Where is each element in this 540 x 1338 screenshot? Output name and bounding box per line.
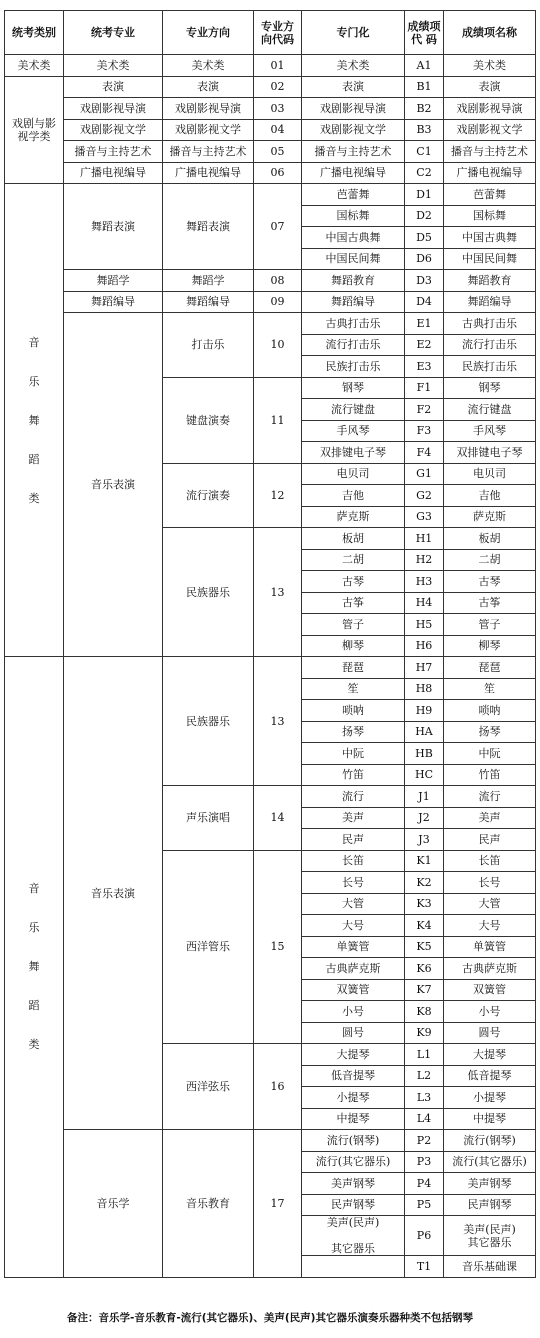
direction-code-cell: 12 xyxy=(254,463,302,528)
specialization-cell: 播音与主持艺术 xyxy=(302,141,405,163)
score-code-cell: HC xyxy=(405,764,444,786)
direction-code-cell: 01 xyxy=(254,55,302,77)
specialization-cell: 民声 xyxy=(302,829,405,851)
score-code-cell: C1 xyxy=(405,141,444,163)
footnote: 备注：音乐学-音乐教育-流行(其它器乐)、美声(民声)其它器乐演奏乐器种类不包括钢琴 xyxy=(67,1312,473,1324)
score-name-cell: 古典打击乐 xyxy=(444,313,536,335)
score-name-cell: 单簧管 xyxy=(444,936,536,958)
score-name-cell: 音乐基础课 xyxy=(444,1256,536,1278)
specialization-cell: 流行打击乐 xyxy=(302,334,405,356)
specialization-cell: 戏剧影视导演 xyxy=(302,98,405,120)
score-code-cell: A1 xyxy=(405,55,444,77)
score-code-cell: K4 xyxy=(405,915,444,937)
specialization-cell: 扬琴 xyxy=(302,721,405,743)
category-cell: 音 乐 舞 蹈 类 xyxy=(5,184,64,657)
major-cell: 舞蹈表演 xyxy=(64,184,163,270)
specialization-cell: 中提琴 xyxy=(302,1108,405,1130)
score-code-cell: H2 xyxy=(405,549,444,571)
specialization-cell: 唢呐 xyxy=(302,700,405,722)
score-code-cell: D6 xyxy=(405,248,444,270)
score-code-cell: E1 xyxy=(405,313,444,335)
score-code-cell: B2 xyxy=(405,98,444,120)
score-name-cell: 中提琴 xyxy=(444,1108,536,1130)
major-cell: 音乐表演 xyxy=(64,657,163,1130)
score-code-cell: K7 xyxy=(405,979,444,1001)
score-code-cell: B1 xyxy=(405,76,444,98)
score-code-cell: D4 xyxy=(405,291,444,313)
specialization-cell: 竹笛 xyxy=(302,764,405,786)
score-name-cell: 美术类 xyxy=(444,55,536,77)
specialization-cell: 大管 xyxy=(302,893,405,915)
specialization-cell: 舞蹈编导 xyxy=(302,291,405,313)
direction-cell: 西洋弦乐 xyxy=(163,1044,254,1130)
specialization-cell: 小号 xyxy=(302,1001,405,1023)
direction-code-cell: 16 xyxy=(254,1044,302,1130)
exam-category-table xyxy=(4,10,536,1278)
score-name-cell: 流行(其它器乐) xyxy=(444,1151,536,1173)
specialization-cell: 长笛 xyxy=(302,850,405,872)
score-name-cell: 播音与主持艺术 xyxy=(444,141,536,163)
specialization-cell: 美声(民声) 其它器乐 xyxy=(302,1216,405,1256)
specialization-cell: 美声 xyxy=(302,807,405,829)
specialization-cell: 古典打击乐 xyxy=(302,313,405,335)
score-name-cell: 长号 xyxy=(444,872,536,894)
score-code-cell: J2 xyxy=(405,807,444,829)
score-code-cell: HB xyxy=(405,743,444,765)
score-name-cell: 圆号 xyxy=(444,1022,536,1044)
direction-code-cell: 06 xyxy=(254,162,302,184)
score-name-cell: 柳琴 xyxy=(444,635,536,657)
score-code-cell: B3 xyxy=(405,119,444,141)
col-header-score-code: 成绩项 代 码 xyxy=(405,11,444,55)
direction-cell: 声乐演唱 xyxy=(163,786,254,851)
score-code-cell: G2 xyxy=(405,485,444,507)
specialization-cell: 戏剧影视文学 xyxy=(302,119,405,141)
major-cell: 音乐学 xyxy=(64,1130,163,1278)
specialization-cell: 双排键电子琴 xyxy=(302,442,405,464)
score-code-cell: H7 xyxy=(405,657,444,679)
specialization-cell: 圆号 xyxy=(302,1022,405,1044)
score-code-cell: P2 xyxy=(405,1130,444,1152)
table-row xyxy=(5,76,536,98)
direction-cell: 流行演奏 xyxy=(163,463,254,528)
score-code-cell: D5 xyxy=(405,227,444,249)
score-name-cell: 古筝 xyxy=(444,592,536,614)
score-name-cell: 民声 xyxy=(444,829,536,851)
specialization-cell: 小提琴 xyxy=(302,1087,405,1109)
specialization-cell: 钢琴 xyxy=(302,377,405,399)
specialization-cell: 低音提琴 xyxy=(302,1065,405,1087)
score-name-cell: 扬琴 xyxy=(444,721,536,743)
specialization-cell: 古典萨克斯 xyxy=(302,958,405,980)
direction-code-cell: 11 xyxy=(254,377,302,463)
specialization-cell xyxy=(302,1256,405,1278)
specialization-cell: 双簧管 xyxy=(302,979,405,1001)
direction-code-cell: 15 xyxy=(254,850,302,1044)
direction-code-cell: 13 xyxy=(254,528,302,657)
score-code-cell: G1 xyxy=(405,463,444,485)
score-name-cell: 表演 xyxy=(444,76,536,98)
major-cell: 播音与主持艺术 xyxy=(64,141,163,163)
score-name-cell: 美声(民声) 其它器乐 xyxy=(444,1216,536,1256)
score-code-cell: D3 xyxy=(405,270,444,292)
score-name-cell: 低音提琴 xyxy=(444,1065,536,1087)
direction-cell: 音乐教育 xyxy=(163,1130,254,1278)
table-row xyxy=(5,291,536,313)
direction-cell: 播音与主持艺术 xyxy=(163,141,254,163)
score-name-cell: 笙 xyxy=(444,678,536,700)
direction-cell: 打击乐 xyxy=(163,313,254,378)
major-cell: 广播电视编导 xyxy=(64,162,163,184)
score-code-cell: H3 xyxy=(405,571,444,593)
col-header-specialization: 专门化 xyxy=(302,11,405,55)
specialization-cell: 中国古典舞 xyxy=(302,227,405,249)
score-name-cell: 广播电视编导 xyxy=(444,162,536,184)
major-cell: 表演 xyxy=(64,76,163,98)
direction-cell: 舞蹈学 xyxy=(163,270,254,292)
score-name-cell: 中国古典舞 xyxy=(444,227,536,249)
direction-code-cell: 05 xyxy=(254,141,302,163)
direction-cell: 键盘演奏 xyxy=(163,377,254,463)
score-name-cell: 大号 xyxy=(444,915,536,937)
direction-code-cell: 07 xyxy=(254,184,302,270)
score-name-cell: 吉他 xyxy=(444,485,536,507)
table-row xyxy=(5,55,536,77)
specialization-cell: 笙 xyxy=(302,678,405,700)
table-header-row xyxy=(5,11,536,55)
specialization-cell: 板胡 xyxy=(302,528,405,550)
col-header-direction-code: 专业方 向代码 xyxy=(254,11,302,55)
score-code-cell: E3 xyxy=(405,356,444,378)
score-name-cell: 流行打击乐 xyxy=(444,334,536,356)
direction-cell: 舞蹈编导 xyxy=(163,291,254,313)
direction-code-cell: 17 xyxy=(254,1130,302,1278)
table-row xyxy=(5,657,536,679)
col-header-major: 统考专业 xyxy=(64,11,163,55)
category-cell: 美术类 xyxy=(5,55,64,77)
specialization-cell: 表演 xyxy=(302,76,405,98)
score-code-cell: H9 xyxy=(405,700,444,722)
major-cell: 舞蹈学 xyxy=(64,270,163,292)
table-row xyxy=(5,141,536,163)
specialization-cell: 流行 xyxy=(302,786,405,808)
score-name-cell: 板胡 xyxy=(444,528,536,550)
score-name-cell: 钢琴 xyxy=(444,377,536,399)
score-code-cell: P4 xyxy=(405,1173,444,1195)
score-name-cell: 管子 xyxy=(444,614,536,636)
specialization-cell: 萨克斯 xyxy=(302,506,405,528)
score-name-cell: 舞蹈编导 xyxy=(444,291,536,313)
score-code-cell: P3 xyxy=(405,1151,444,1173)
direction-cell: 戏剧影视文学 xyxy=(163,119,254,141)
score-name-cell: 长笛 xyxy=(444,850,536,872)
table-row xyxy=(5,98,536,120)
direction-cell: 广播电视编导 xyxy=(163,162,254,184)
direction-cell: 舞蹈表演 xyxy=(163,184,254,270)
category-cell: 音 乐 舞 蹈 类 xyxy=(5,657,64,1278)
direction-code-cell: 08 xyxy=(254,270,302,292)
direction-code-cell: 09 xyxy=(254,291,302,313)
score-code-cell: F1 xyxy=(405,377,444,399)
score-code-cell: F3 xyxy=(405,420,444,442)
table-row xyxy=(5,162,536,184)
specialization-cell: 电贝司 xyxy=(302,463,405,485)
specialization-cell: 琵琶 xyxy=(302,657,405,679)
score-name-cell: 戏剧影视文学 xyxy=(444,119,536,141)
score-name-cell: 手风琴 xyxy=(444,420,536,442)
major-cell: 舞蹈编导 xyxy=(64,291,163,313)
table-row xyxy=(5,119,536,141)
table-row xyxy=(5,184,536,206)
score-code-cell: T1 xyxy=(405,1256,444,1278)
score-code-cell: G3 xyxy=(405,506,444,528)
score-code-cell: E2 xyxy=(405,334,444,356)
direction-cell: 美术类 xyxy=(163,55,254,77)
score-name-cell: 萨克斯 xyxy=(444,506,536,528)
score-name-cell: 小号 xyxy=(444,1001,536,1023)
specialization-cell: 吉他 xyxy=(302,485,405,507)
table-row xyxy=(5,313,536,335)
score-code-cell: K9 xyxy=(405,1022,444,1044)
score-name-cell: 戏剧影视导演 xyxy=(444,98,536,120)
score-code-cell: K3 xyxy=(405,893,444,915)
direction-cell: 戏剧影视导演 xyxy=(163,98,254,120)
score-code-cell: H1 xyxy=(405,528,444,550)
major-cell: 戏剧影视文学 xyxy=(64,119,163,141)
score-name-cell: 美声钢琴 xyxy=(444,1173,536,1195)
score-name-cell: 古琴 xyxy=(444,571,536,593)
score-code-cell: J1 xyxy=(405,786,444,808)
score-name-cell: 电贝司 xyxy=(444,463,536,485)
specialization-cell: 美声钢琴 xyxy=(302,1173,405,1195)
specialization-cell: 国标舞 xyxy=(302,205,405,227)
score-code-cell: L4 xyxy=(405,1108,444,1130)
score-name-cell: 流行(钢琴) xyxy=(444,1130,536,1152)
score-name-cell: 大提琴 xyxy=(444,1044,536,1066)
direction-cell: 表演 xyxy=(163,76,254,98)
score-name-cell: 大管 xyxy=(444,893,536,915)
specialization-cell: 美术类 xyxy=(302,55,405,77)
specialization-cell: 大号 xyxy=(302,915,405,937)
specialization-cell: 民族打击乐 xyxy=(302,356,405,378)
score-code-cell: C2 xyxy=(405,162,444,184)
direction-code-cell: 14 xyxy=(254,786,302,851)
specialization-cell: 手风琴 xyxy=(302,420,405,442)
score-code-cell: L3 xyxy=(405,1087,444,1109)
score-code-cell: L2 xyxy=(405,1065,444,1087)
direction-code-cell: 03 xyxy=(254,98,302,120)
specialization-cell: 大提琴 xyxy=(302,1044,405,1066)
specialization-cell: 流行(其它器乐) xyxy=(302,1151,405,1173)
score-name-cell: 民声钢琴 xyxy=(444,1194,536,1216)
specialization-cell: 古筝 xyxy=(302,592,405,614)
specialization-cell: 管子 xyxy=(302,614,405,636)
major-cell: 音乐表演 xyxy=(64,313,163,657)
score-code-cell: F4 xyxy=(405,442,444,464)
specialization-cell: 民声钢琴 xyxy=(302,1194,405,1216)
score-code-cell: H4 xyxy=(405,592,444,614)
specialization-cell: 流行(钢琴) xyxy=(302,1130,405,1152)
score-name-cell: 古典萨克斯 xyxy=(444,958,536,980)
score-name-cell: 双簧管 xyxy=(444,979,536,1001)
specialization-cell: 柳琴 xyxy=(302,635,405,657)
score-name-cell: 中阮 xyxy=(444,743,536,765)
table-row xyxy=(5,1130,536,1152)
score-name-cell: 琵琶 xyxy=(444,657,536,679)
score-code-cell: D2 xyxy=(405,205,444,227)
specialization-cell: 芭蕾舞 xyxy=(302,184,405,206)
score-code-cell: J3 xyxy=(405,829,444,851)
score-code-cell: L1 xyxy=(405,1044,444,1066)
score-code-cell: F2 xyxy=(405,399,444,421)
table-row xyxy=(5,270,536,292)
score-code-cell: P5 xyxy=(405,1194,444,1216)
score-name-cell: 双排键电子琴 xyxy=(444,442,536,464)
score-name-cell: 竹笛 xyxy=(444,764,536,786)
score-name-cell: 民族打击乐 xyxy=(444,356,536,378)
score-code-cell: P6 xyxy=(405,1216,444,1256)
score-code-cell: K8 xyxy=(405,1001,444,1023)
col-header-score-name: 成绩项名称 xyxy=(444,11,536,55)
specialization-cell: 单簧管 xyxy=(302,936,405,958)
score-code-cell: K6 xyxy=(405,958,444,980)
col-header-direction: 专业方向 xyxy=(163,11,254,55)
direction-code-cell: 10 xyxy=(254,313,302,378)
specialization-cell: 中阮 xyxy=(302,743,405,765)
specialization-cell: 古琴 xyxy=(302,571,405,593)
direction-code-cell: 13 xyxy=(254,657,302,786)
score-name-cell: 小提琴 xyxy=(444,1087,536,1109)
specialization-cell: 二胡 xyxy=(302,549,405,571)
score-name-cell: 国标舞 xyxy=(444,205,536,227)
score-name-cell: 美声 xyxy=(444,807,536,829)
col-header-category: 统考类别 xyxy=(5,11,64,55)
category-cell: 戏剧与影 视学类 xyxy=(5,76,64,184)
major-cell: 戏剧影视导演 xyxy=(64,98,163,120)
direction-cell: 西洋管乐 xyxy=(163,850,254,1044)
score-code-cell: K1 xyxy=(405,850,444,872)
score-name-cell: 舞蹈教育 xyxy=(444,270,536,292)
score-code-cell: H8 xyxy=(405,678,444,700)
score-name-cell: 二胡 xyxy=(444,549,536,571)
specialization-cell: 长号 xyxy=(302,872,405,894)
score-code-cell: HA xyxy=(405,721,444,743)
score-code-cell: K2 xyxy=(405,872,444,894)
direction-code-cell: 02 xyxy=(254,76,302,98)
score-name-cell: 流行 xyxy=(444,786,536,808)
score-code-cell: H5 xyxy=(405,614,444,636)
score-code-cell: K5 xyxy=(405,936,444,958)
specialization-cell: 广播电视编导 xyxy=(302,162,405,184)
score-code-cell: D1 xyxy=(405,184,444,206)
score-name-cell: 流行键盘 xyxy=(444,399,536,421)
direction-cell: 民族器乐 xyxy=(163,528,254,657)
specialization-cell: 流行键盘 xyxy=(302,399,405,421)
score-code-cell: H6 xyxy=(405,635,444,657)
direction-cell: 民族器乐 xyxy=(163,657,254,786)
score-name-cell: 芭蕾舞 xyxy=(444,184,536,206)
specialization-cell: 舞蹈教育 xyxy=(302,270,405,292)
score-name-cell: 中国民间舞 xyxy=(444,248,536,270)
direction-code-cell: 04 xyxy=(254,119,302,141)
major-cell: 美术类 xyxy=(64,55,163,77)
specialization-cell: 中国民间舞 xyxy=(302,248,405,270)
score-name-cell: 唢呐 xyxy=(444,700,536,722)
